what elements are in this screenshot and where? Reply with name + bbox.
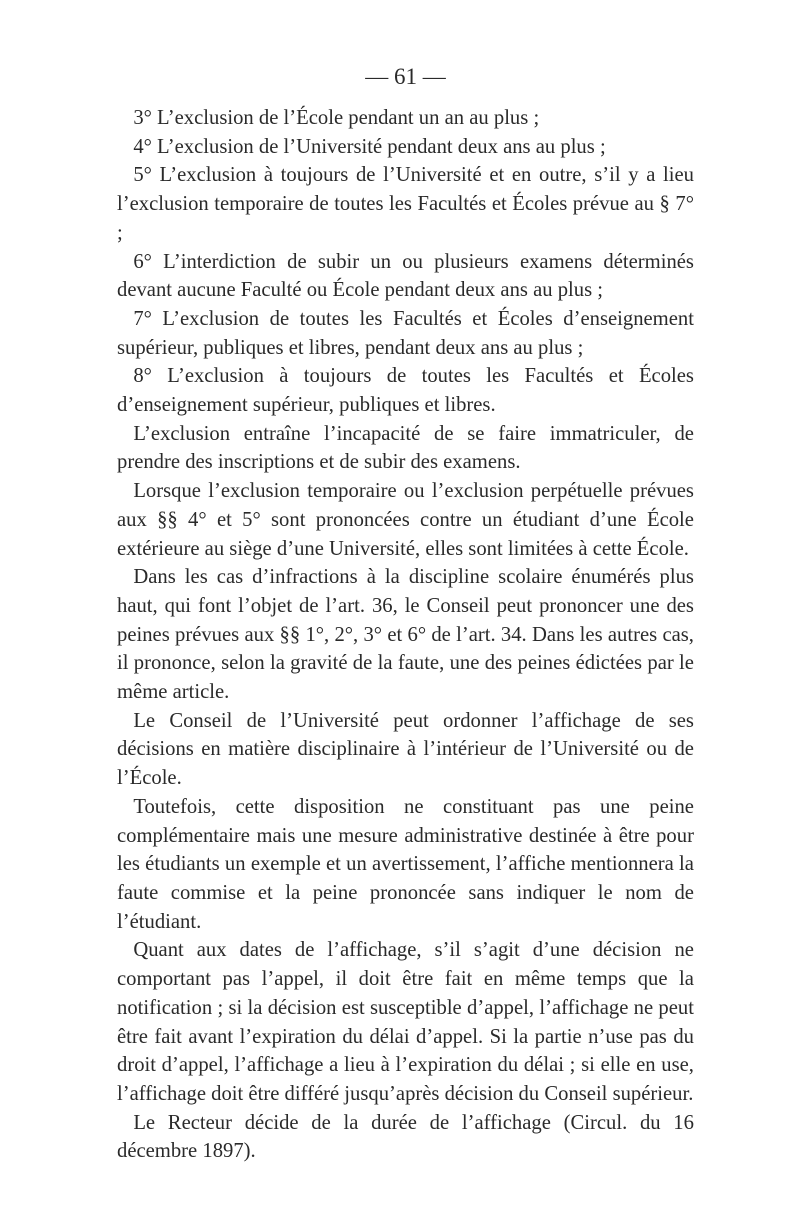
page-number: — 61 — bbox=[365, 64, 446, 89]
book-page bbox=[117, 62, 694, 1165]
paragraph: Toutefois, cette disposition ne constituant pas une peine complémentaire mais une mesure administrative destinée à être pour les étudiants un exemple et un avertissement, l’affiche mentionnera la faute commise et la peine prononcée sans indiquer le nom de l’étudiant. bbox=[117, 793, 694, 933]
paragraph: Dans les cas d’infractions à la discipline scolaire énumérés plus haut, qui font l’objet de l’art. 36, le Conseil peut prononcer une des peines prévues aux §§ 1°, 2°, 3° et 6° de l’art. 34. Dans les autres cas, il prononce, selon la gravité de la faute, une des peines édictées par le même article. bbox=[117, 564, 694, 704]
paragraph: Le Recteur décide de la durée de l’affichage (Circul. du 16 décembre 1897). bbox=[117, 1109, 694, 1163]
paragraph: 3° L’exclusion de l’École pendant un an au plus ; bbox=[133, 105, 540, 129]
paragraph: Lorsque l’exclusion temporaire ou l’exclusion perpétuelle prévues aux §§ 4° et 5° sont prononcées contre un étudiant d’une École extérieure au siège d’une Université, elles sont limitées à cette École. bbox=[117, 478, 694, 560]
paragraph: 7° L’exclusion de toutes les Facultés et Écoles d’enseignement supérieur, publiques et libres, pendant deux ans au plus ; bbox=[117, 305, 694, 359]
paragraph: 6° L’interdiction de subir un ou plusieurs examens déterminés devant aucune Faculté ou École pendant deux ans au plus ; bbox=[117, 248, 694, 302]
paragraph: Le Conseil de l’Université peut ordonner l’affichage de ses décisions en matière disciplinaire à l’intérieur de l’Université ou de l’École. bbox=[117, 707, 694, 790]
body-text bbox=[117, 103, 694, 1165]
paragraph: 8° L’exclusion à toujours de toutes les Facultés et Écoles d’enseignement supérieur, publiques et libres. bbox=[117, 363, 694, 417]
paragraph: 5° L’exclusion à toujours de l’Université et en outre, s’il y a lieu l’exclusion temporaire de toutes les Facultés et Écoles prévue au § 7° ; bbox=[117, 162, 694, 244]
paragraph: L’exclusion entraîne l’incapacité de se faire immatriculer, de prendre des inscriptions et de subir des examens. bbox=[117, 420, 694, 474]
paragraph: Quant aux dates de l’affichage, s’il s’agit d’une décision ne comportant pas l’appel, il doit être fait en même temps que la notification ; si la décision est susceptible d’appel, l’affichage ne peut être fait avant l’expiration du délai d’appel. Si la partie n’use pas du droit d’appel, l’affichage a lieu à l’expiration du délai ; si elle en use, l’affichage doit être différé jusqu’après décision du Conseil supérieur. bbox=[117, 937, 694, 1105]
paragraph: 4° L’exclusion de l’Université pendant deux ans au plus ; bbox=[133, 133, 606, 158]
